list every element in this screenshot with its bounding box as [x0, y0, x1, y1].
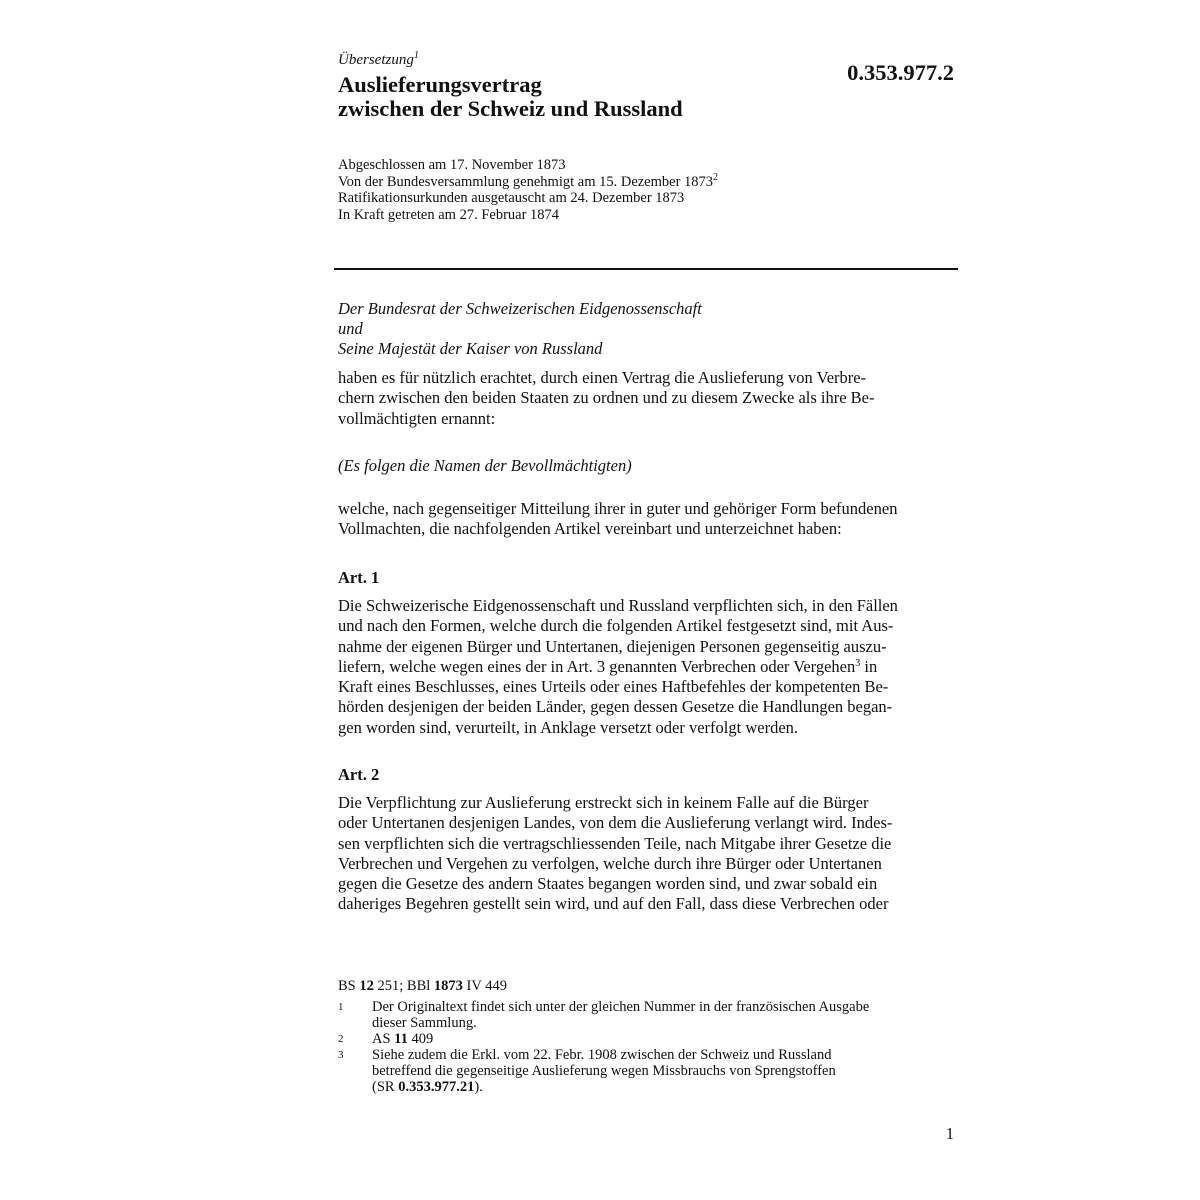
document-title: Auslieferungsvertrag zwischen der Schweiz und Russland: [338, 72, 683, 121]
footnote-1: 1 Der Originaltext findet sich unter der gleichen Nummer in der französischen Ausgabe dieser Sammlung.: [338, 999, 870, 1031]
date-approved: Von der Bundesversammlung genehmigt am 15. Dezember 1873$^2$: [338, 171, 719, 190]
agreement-paragraph: welche, nach gegenseitiger Mitteilung ihrer in guter und gehöriger Form befundenen Vollmachten, die nachfolgenden Artikel vereinbart und unterzeichnet haben:: [338, 499, 898, 539]
footnote-3: 3 Siehe zudem die Erkl. vom 22. Febr. 1908 zwischen der Schweiz und Russland betreffend die gegenseitige Auslieferung wegen Missbrauchs von Sprengstoffen (SR 0.353.977.21).: [338, 1047, 836, 1095]
preamble-paragraph: haben es für nützlich erachtet, durch einen Vertrag die Auslieferung von Verbre- chern zwischen den beiden Staaten zu ordnen und zu diesem Zwecke als ihre Be- vollmächtigten ernannt:: [338, 368, 875, 428]
article-1-heading: Art. 1: [338, 568, 380, 587]
date-in-force: In Kraft getreten am 27. Februar 1874: [338, 206, 560, 223]
footnote-ref-2[interactable]: 2: [713, 171, 719, 183]
translation-label: Übersetzung$^1$: [338, 50, 419, 68]
source-reference: BS 12 251; BBl 1873 IV 449: [338, 978, 507, 994]
date-ratified: Ratifikationsurkunden ausgetauscht am 24. Dezember 1873: [338, 190, 685, 206]
article-2-text: Die Verpflichtung zur Auslieferung erstreckt sich in keinem Falle auf die Bürger oder Untertanen desjenigen Landes, von dem die Auslieferung verlangt wird. Indes- sen verpflichten sich die vertragschliessenden Teile, nach Mitgabe ihrer Gesetze die Verbrechen und Vergehen zu verfolgen, welche durch ihre Bürger oder Untertanen gegen die Gesetze des andern Staates begangen worden sind, und zwar sobald ein dahеriges Begehren gestellt sein wird, und auf den Fall, dass diese Verbrechen oder: [338, 793, 893, 914]
treaty-dates: [338, 157, 718, 223]
date-concluded: Abgeschlossen am 17. November 1873: [338, 157, 566, 173]
header-divider: [334, 268, 958, 270]
page-number: 1: [945, 1124, 954, 1143]
sr-number: 0.353.977.2: [847, 60, 954, 85]
footnote-2: 2 AS 11 409: [338, 1031, 434, 1047]
article-2-heading: Art. 2: [338, 765, 380, 784]
article-1-text: Die Schweizerische Eidgenossenschaft und Russland verpflichten sich, in den Fällen und nach den Formen, welche durch die folgenden Artikel festgesetzt sind, mit Aus- nahme der eigenen Bürger und Untertanen, diejenigen Personen gegenseitig auszu- liefern, welche wegen eines der in Art. 3 genannten Verbrechen oder Vergehen$^3$ in Kraft eines Beschlusses, eines Urteils oder eines Haftbefehles der kompetenten Be- hörden desjenigen der beiden Länder, gegen dessen Gesetze die Handlungen began- gen worden sind, verurteilt, in Anklage versetzt oder verfolgt werden.: [338, 596, 898, 737]
preamble-parties: Der Bundesrat der Schweizerischen Eidgenossenschaft und Seine Majestät der Kaiser von Russland: [338, 299, 702, 358]
footnote-ref-3[interactable]: 3: [855, 657, 861, 669]
plenipotentiaries-note: (Es folgen die Namen der Bevollmächtigten): [338, 456, 632, 475]
footnote-ref-1[interactable]: 1: [413, 50, 419, 61]
